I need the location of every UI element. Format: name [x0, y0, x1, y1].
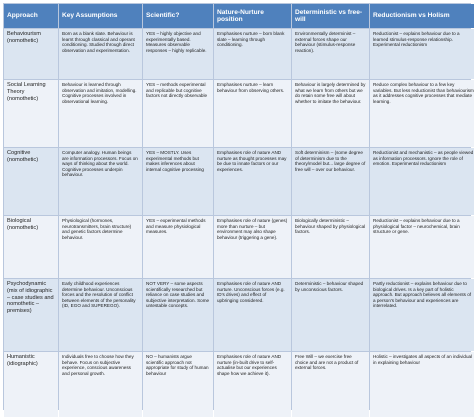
row-determinism: Biologically deterministic – behaviour shaped by physiological factors. — [292, 216, 369, 278]
row-scientific: YES – highly objective and experimentally based. Measures observable responses – highly replicable. — [143, 29, 213, 79]
row-approach: Social Learning Theory (nomothetic) — [4, 80, 58, 147]
row-scientific: YES – experimental methods and measure physiological measures. — [143, 216, 213, 278]
row-assumptions: Behaviour is learned through observation and imitation, modelling. Cognitive processes involved in observational learning. — [59, 80, 142, 147]
row-assumptions: Individuals free to choose how they behave. Focus on subjective experience, conscious awareness and personal growth. — [59, 352, 142, 417]
row-assumptions: Computer analogy. Human beings are information processors. Focus on ways of thinking about the world. Cognitive processes underpin behaviour. — [59, 148, 142, 215]
row-determinism: Soft determinism – (some degree of determinism due to the theory/model but... large degree of free will – over our behaviour. — [292, 148, 369, 215]
row-scientific: NO – humanists argue scientific approach not appropriate for study of human behaviour — [143, 352, 213, 417]
row-nature-nurture: Emphasises role of nature AND nurture (in-built drive to self-actualise but our experiences shape how we achieve it). — [214, 352, 291, 417]
header-reductionism: Reductionism vs Holism — [370, 4, 474, 28]
header-key-assumptions: Key Assumptions — [59, 4, 142, 28]
row-nature-nurture: Emphasises nurture – born blank slate – learning through conditioning. — [214, 29, 291, 79]
row-assumptions: Physiological (hormones, neurotransmitters, brain structure) and genetic factors determine behaviour. — [59, 216, 142, 278]
row-determinism: Free Will – we exercise free choice and are not a product of external forces. — [292, 352, 369, 417]
row-determinism: Environmentally determinist – external forces shape our behaviour (stimulus-response reaction). — [292, 29, 369, 79]
row-nature-nurture: Emphasises nurture – learn behaviour from observing others. — [214, 80, 291, 147]
row-scientific: NOT VERY – some aspects scientifically researched but reliance on case studies and subjective interpretation. Some untestable concepts. — [143, 279, 213, 351]
header-nature-nurture: Nature-Nurture position — [214, 4, 291, 28]
row-reductionism: Partly reductionist – explains behaviour due to biological drives. Is a key part of holistic approach. But approach believes all elements of a person's behaviour and experiences are interrelated. — [370, 279, 474, 351]
row-scientific: YES – MOSTLY. Uses experimental methods but makes inferences about internal cognitive processing — [143, 148, 213, 215]
row-nature-nurture: Emphasises role of nature AND nurture as thought processes may be due to innate factors or our experiences. — [214, 148, 291, 215]
row-reductionism: Reductionist – explains behaviour due to a physiological factor – neurochemical, brain structure or gene. — [370, 216, 474, 278]
row-assumptions: Born as a blank slate. Behaviour is learnt through classical and operant conditioning. Studied through direct observation and experimentation. — [59, 29, 142, 79]
header-determinism: Deterministic vs free-will — [292, 4, 369, 28]
header-approach: Approach — [4, 4, 58, 28]
row-approach: Behaviourism (nomothetic) — [4, 29, 58, 79]
row-nature-nurture: Emphasises role of nature (genes) more than nurture – but environment may also shape behaviour (triggering a gene). — [214, 216, 291, 278]
row-reductionism: Holistic – investigates all aspects of an individual in explaining behaviour — [370, 352, 474, 417]
row-approach: Biological (nomothetic) — [4, 216, 58, 278]
row-approach: Psychodynamic (mix of idiographic – case studies and nomothetic – premises) — [4, 279, 58, 351]
row-determinism: Deterministic – behaviour shaped by unconscious factors. — [292, 279, 369, 351]
header-scientific: Scientific? — [143, 4, 213, 28]
row-determinism: Behaviour is largely determined by what we learn from others but we do retain some free will about whether to imitate the behaviour. — [292, 80, 369, 147]
row-approach: Cognitive (nomothetic) — [4, 148, 58, 215]
row-nature-nurture: Emphasises role of nature AND nurture. Unconscious forces (e.g. ID's drives) and effect of upbringing considered. — [214, 279, 291, 351]
row-reductionism: Reduce complex behaviour to a few key variables. But less reductionist than behaviourism as it addresses cognitive processes that mediate learning. — [370, 80, 474, 147]
comparison-table — [3, 3, 474, 410]
row-reductionism: Reductionist – explains behaviour due to a learned stimulus-response relationship. Experimental reductionism — [370, 29, 474, 79]
row-scientific: YES – methods experimental and replicable but cognitive factors not directly observable — [143, 80, 213, 147]
row-approach: Humanistic (idiographic) — [4, 352, 58, 417]
row-reductionism: Reductionist and mechanistic – as people viewed as information processors. Ignore the role of emotion. Experimental reductionism — [370, 148, 474, 215]
row-assumptions: Early childhood experiences determine behaviour. Unconscious forces and the resolution of conflict between elements of the personality (ID, EGO and SUPEREGO). — [59, 279, 142, 351]
